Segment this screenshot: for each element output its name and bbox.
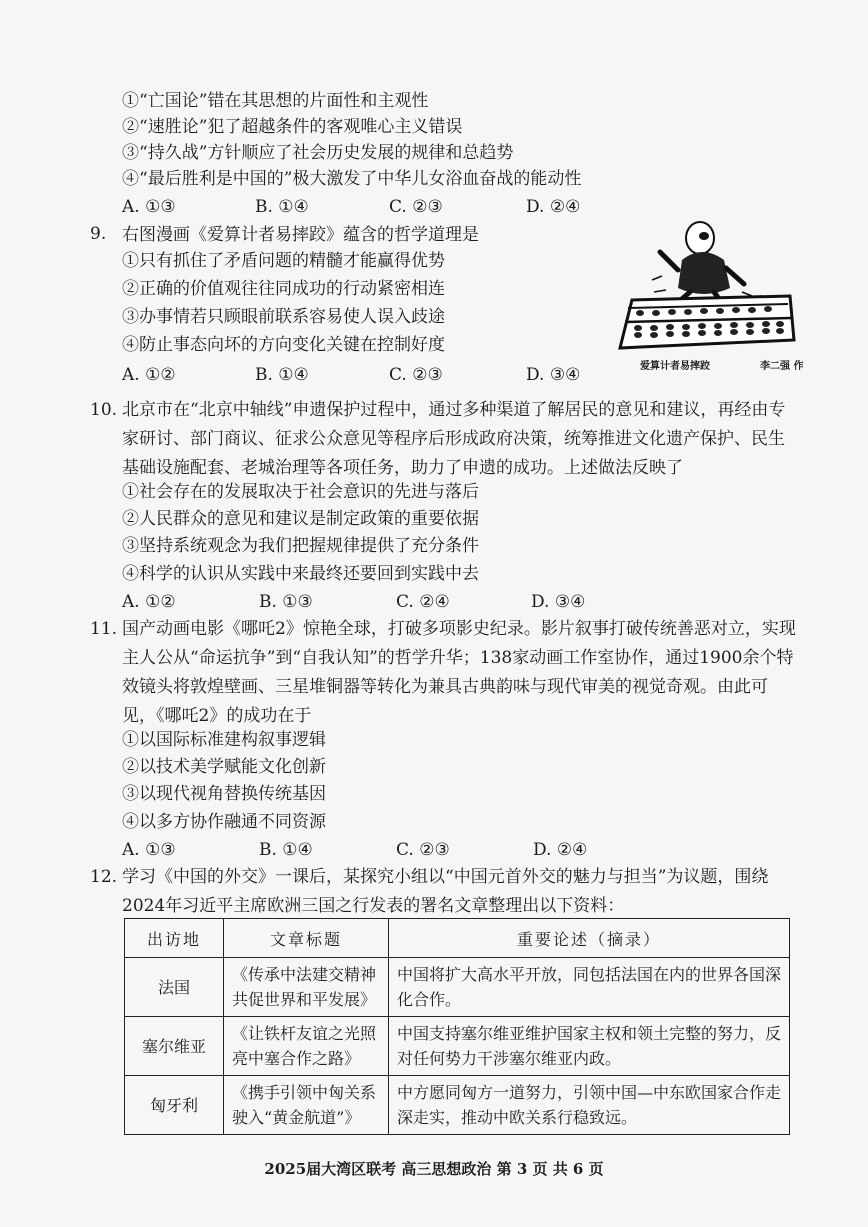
q11-option-c: C. ②③ (396, 840, 450, 860)
q9-option-b: B. ①④ (255, 365, 309, 385)
table-row (125, 958, 790, 1017)
q9-option-c: C. ②③ (389, 365, 443, 385)
q9-option-a: A. ①② (122, 365, 176, 385)
q11-option-b: B. ①④ (259, 840, 313, 860)
table-header-key-statement: 重要论述（摘录） (389, 919, 790, 958)
q12-number: 12. (90, 867, 118, 887)
q11-options (122, 839, 587, 861)
q9-stem: 右图漫画《爱算计者易摔跤》蕴含的哲学道理是 (122, 225, 479, 245)
q11-stem: 国产动画电影《哪吒2》惊艳全球，打破多项影史纪录。影片叙事打破传统善恶对立，实现主人公从“命运抗争”到“自我认知”的哲学升华；138家动画工作室协作，通过1900余个特效镜头将敦煌壁画、三星堆铜器等转化为兼具古典韵味与现代审美的视觉奇观。由此可见，《哪吒2》的成功在于 (122, 619, 796, 726)
q11-number: 11. (90, 619, 118, 639)
q9-item-2: ②正确的价值观往往同成功的行动紧密相连 (122, 279, 445, 299)
q10-option-c: C. ②④ (396, 592, 450, 612)
q11-option-d: D. ②④ (533, 840, 588, 860)
q10-item-2: ②人民群众的意见和建议是制定政策的重要依据 (122, 509, 479, 529)
q10-options (122, 591, 585, 613)
table-cell-article-title: 《传承中法建交精神 共促世界和平发展》 (224, 958, 389, 1017)
table-header-destination: 出访地 (125, 919, 224, 958)
q8-item-4: ④“最后胜利是中国的”极大激发了中华儿女浴血奋战的能动性 (122, 169, 582, 189)
table-cell-article-title: 《让铁杆友谊之光照亮中塞合作之路》 (224, 1017, 389, 1076)
table-cell-key-statement: 中方愿同匈方一道努力，引领中国—中东欧国家合作走深走实，推动中欧关系行稳致远。 (389, 1076, 790, 1135)
q10-option-d: D. ③④ (531, 592, 586, 612)
q9-item-4: ④防止事态向坏的方向变化关键在控制好度 (122, 335, 445, 355)
table-header-article-title: 文章标题 (224, 919, 389, 958)
q8-options (122, 196, 580, 218)
q10-option-a: A. ①② (122, 592, 176, 612)
q11-item-4: ④以多方协作融通不同资源 (122, 812, 326, 832)
q11-item-2: ②以技术美学赋能文化创新 (122, 757, 326, 777)
cartoon-caption: 爱算计者易摔跤 (640, 361, 710, 372)
q8-item-2: ②“速胜论”犯了超越条件的客观唯心主义错误 (122, 117, 463, 137)
q8-item-3: ③“持久战”方针顺应了社会历史发展的规律和总趋势 (122, 143, 514, 163)
table-cell-destination: 匈牙利 (125, 1076, 224, 1135)
q8-option-a: A. ①③ (122, 197, 176, 217)
q10-item-1: ①社会存在的发展取决于社会意识的先进与落后 (122, 482, 479, 502)
q10-option-b: B. ①③ (259, 592, 313, 612)
q11-item-1: ①以国际标准建构叙事逻辑 (122, 730, 326, 750)
table-cell-article-title: 《携手引领中匈关系驶入“黄金航道”》 (224, 1076, 389, 1135)
table-row (125, 1076, 790, 1135)
q10-item-4: ④科学的认识从实践中来最终还要回到实践中去 (122, 564, 479, 584)
q10-number: 10. (90, 400, 118, 420)
table-row (125, 1017, 790, 1076)
q8-option-c: C. ②③ (389, 197, 443, 217)
table-cell-destination: 塞尔维亚 (125, 1017, 224, 1076)
q8-item-1: ①“亡国论”错在其思想的片面性和主观性 (122, 91, 429, 111)
table-cell-key-statement: 中国将扩大高水平开放，同包括法国在内的世界各国深化合作。 (389, 958, 790, 1017)
q9-number: 9. (90, 224, 107, 244)
cartoon-illustration (612, 200, 804, 368)
q12-reference-table (124, 918, 790, 1135)
q11-option-a: A. ①③ (122, 840, 176, 860)
q8-option-b: B. ①④ (255, 197, 309, 217)
q12-stem: 学习《中国的外交》一课后，某探究小组以“中国元首外交的魅力与担当”为议题，围绕2024年习近平主席欧洲三国之行发表的署名文章整理出以下资料： (122, 867, 769, 916)
q10-stem: 北京市在“北京中轴线”申遗保护过程中，通过多种渠道了解居民的意见和建议，再经由专家研讨、部门商议、征求公众意见等程序后形成政府决策，统筹推进文化遗产保护、民生基础设施配套、老城治理等各项任务，助力了申遗的成功。上述做法反映了 (122, 400, 786, 478)
q9-options (122, 364, 580, 386)
table-header-row (125, 919, 790, 958)
table-cell-key-statement: 中国支持塞尔维亚维护国家主权和领土完整的努力，反对任何势力干涉塞尔维亚内政。 (389, 1017, 790, 1076)
table-cell-destination: 法国 (125, 958, 224, 1017)
q8-option-d: D. ②④ (526, 197, 581, 217)
q10-item-3: ③坚持系统观念为我们把握规律提供了充分条件 (122, 536, 479, 556)
q11-item-3: ③以现代视角替换传统基因 (122, 784, 326, 804)
q9-item-3: ③办事情若只顾眼前联系容易使人误入歧途 (122, 307, 445, 327)
q9-item-1: ①只有抓住了矛盾问题的精髓才能赢得优势 (122, 251, 445, 271)
cartoon-author: 李二强 作 (760, 361, 804, 372)
page-footer: 2025届大湾区联考 高三思想政治 第 3 页 共 6 页 (264, 1160, 604, 1178)
q9-option-d: D. ③④ (526, 365, 581, 385)
